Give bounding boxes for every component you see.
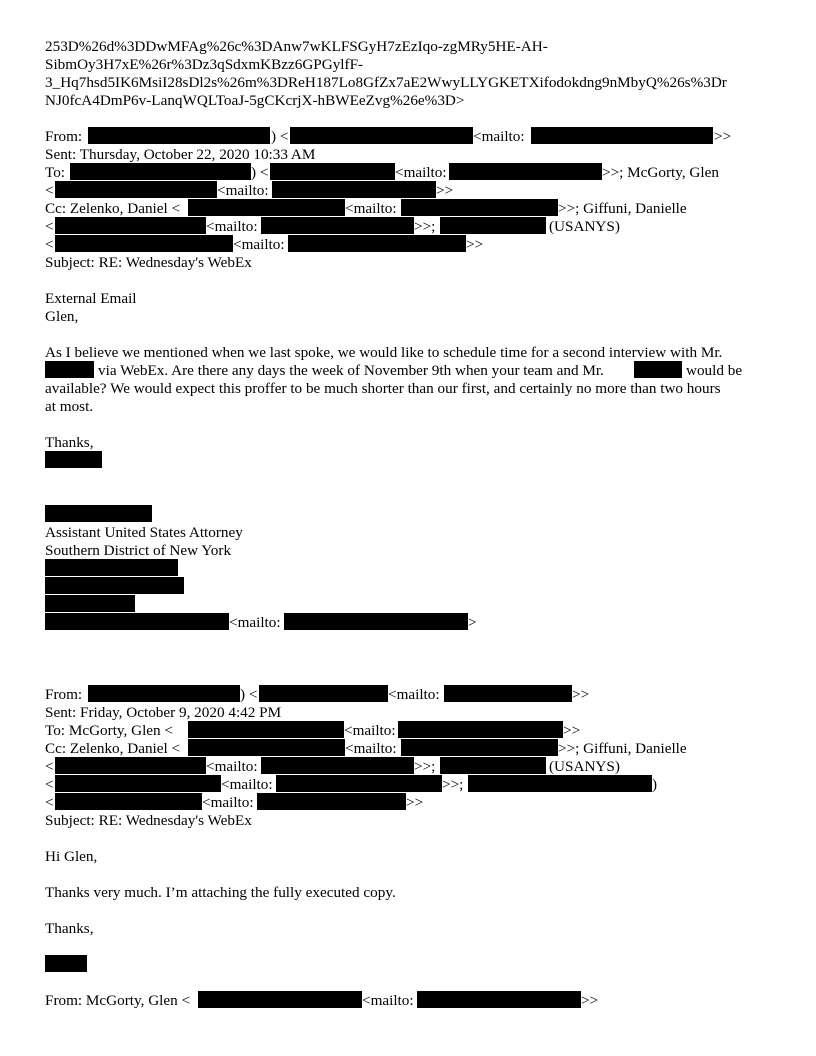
redaction (45, 559, 178, 576)
email1-from-label: From: (45, 128, 83, 145)
url-fragment-line-1: 253D%26d%3DDwMFAg%26c%3DAnw7wKLFSGyH7zEzIqo-zgMRy5HE-AH- (45, 38, 548, 55)
email1-thanks: Thanks, (45, 434, 94, 451)
redaction (440, 757, 546, 774)
email2-cc2-open: < (45, 758, 54, 775)
email2-cc-label: Cc: Zelenko, Daniel < (45, 740, 181, 757)
redaction (55, 235, 233, 252)
email1-sent: Sent: Thursday, October 22, 2020 10:33 AM (45, 146, 316, 163)
redaction (88, 685, 240, 702)
email1-cc2-mailto: <mailto: (206, 218, 258, 235)
email2-from-mailto: <mailto: (388, 686, 440, 703)
redaction (45, 361, 94, 378)
email1-cc3-end: >> (466, 236, 484, 253)
email1-cc2-open: < (45, 218, 54, 235)
redaction (531, 127, 713, 144)
email1-to2-open: < (45, 182, 54, 199)
email1-cc-label: Cc: Zelenko, Daniel < (45, 200, 181, 217)
email1-cc-end: >>; Giffuni, Danielle (558, 200, 687, 217)
email2-cc3-mailto: <mailto: (221, 776, 273, 793)
email2-subject: Subject: RE: Wednesday's WebEx (45, 812, 252, 829)
email3-from-end: >> (581, 992, 599, 1009)
url-fragment-line-3: 3_Hq7hsd5IK6MsiI28sDl2s%26m%3DReH187Lo8GfZx7aE2WwyLLYGKETXifodokdng9nMbyQ%26s%3Dr (45, 74, 727, 91)
email1-external-notice: External Email (45, 290, 137, 307)
url-fragment-line-4: NJ0fcA4DmP6v-LanqWQLToaJ-5gCKcrjX-hBWEeZvg%26e%3D> (45, 92, 465, 109)
redaction (45, 577, 184, 594)
redaction (444, 685, 572, 702)
redaction (468, 775, 652, 792)
email2-body: Thanks very much. I’m attaching the fully executed copy. (45, 884, 396, 901)
email3-from-label: From: McGorty, Glen < (45, 992, 191, 1009)
redaction (55, 775, 221, 792)
email1-from-end: >> (714, 128, 732, 145)
email2-greeting: Hi Glen, (45, 848, 98, 865)
email2-to-label: To: McGorty, Glen < (45, 722, 173, 739)
redaction (45, 613, 229, 630)
signature-mailto: <mailto: (229, 614, 281, 631)
redaction (45, 505, 152, 522)
email2-to-end: >> (563, 722, 581, 739)
email2-cc-mailto: <mailto: (345, 740, 397, 757)
redaction (45, 451, 102, 468)
email1-to-mailto: <mailto: (395, 164, 447, 181)
redaction (70, 163, 251, 180)
redaction (440, 217, 546, 234)
redaction (259, 685, 388, 702)
redaction (634, 361, 682, 378)
email1-body-line-2b: would be (686, 362, 743, 379)
redaction (55, 793, 202, 810)
redaction (55, 181, 217, 198)
redaction (449, 163, 602, 180)
redaction (417, 991, 581, 1008)
url-fragment-line-2: SibmOy3H7xE%26r%3Dz3qSdxmKBzz6GPGylfF- (45, 56, 364, 73)
redaction (55, 757, 206, 774)
email2-cc3-end: ) (652, 776, 658, 793)
email2-sent: Sent: Friday, October 9, 2020 4:42 PM (45, 704, 282, 721)
redaction (261, 217, 414, 234)
redaction (198, 991, 362, 1008)
email1-to-end: >>; McGorty, Glen (602, 164, 719, 181)
redaction (401, 739, 558, 756)
signature-end: > (468, 614, 477, 631)
email1-cc2-sep: >>; (414, 218, 436, 235)
email1-body-line-1: As I believe we mentioned when we last spoke, we would like to schedule time for a second interview with Mr. (45, 344, 723, 361)
email1-to-label: To: (45, 164, 66, 181)
email1-subject: Subject: RE: Wednesday's WebEx (45, 254, 252, 271)
email1-cc-mailto: <mailto: (345, 200, 397, 217)
redaction (188, 739, 345, 756)
email1-to2-mailto: <mailto: (217, 182, 269, 199)
email2-from-label: From: (45, 686, 83, 703)
email2-cc2-end: (USANYS) (549, 758, 620, 775)
redaction (88, 127, 270, 144)
redaction (290, 127, 473, 144)
email2-cc4-open: < (45, 794, 54, 811)
signature-title: Assistant United States Attorney (45, 524, 243, 541)
redaction (257, 793, 406, 810)
email2-cc4-mailto: <mailto: (202, 794, 254, 811)
email1-body-line-2a: via WebEx. Are there any days the week of November 9th when your team and Mr. (98, 362, 604, 379)
email2-thanks: Thanks, (45, 920, 94, 937)
redaction (398, 721, 563, 738)
email2-cc-end: >>; Giffuni, Danielle (558, 740, 687, 757)
email1-from-close: ) < (271, 128, 289, 145)
email1-greeting: Glen, (45, 308, 79, 325)
email1-cc2-end: (USANYS) (549, 218, 620, 235)
email1-from-mailto: <mailto: (473, 128, 525, 145)
redaction (270, 163, 395, 180)
signature-office: Southern District of New York (45, 542, 232, 559)
email2-cc3-open: < (45, 776, 54, 793)
email1-cc3-open: < (45, 236, 54, 253)
email2-cc4-end: >> (406, 794, 424, 811)
redaction (272, 181, 436, 198)
redaction (188, 721, 344, 738)
email1-cc3-mailto: <mailto: (233, 236, 285, 253)
redaction (45, 955, 87, 972)
email2-from-end: >> (572, 686, 590, 703)
redaction (284, 613, 468, 630)
email1-to-close: ) < (251, 164, 269, 181)
email2-cc3-sep: >>; (442, 776, 464, 793)
redaction (45, 595, 135, 612)
email2-cc2-sep: >>; (414, 758, 436, 775)
redaction (276, 775, 442, 792)
email1-to2-end: >> (436, 182, 454, 199)
email2-cc2-mailto: <mailto: (206, 758, 258, 775)
redaction (288, 235, 466, 252)
email1-body-line-4: at most. (45, 398, 94, 415)
email2-from-close: ) < (240, 686, 258, 703)
redaction (188, 199, 345, 216)
redaction (401, 199, 558, 216)
email2-to-mailto: <mailto: (344, 722, 396, 739)
email1-body-line-3: available? We would expect this proffer to be much shorter than our first, and certainly no more than two hours (45, 380, 721, 397)
email3-from-mailto: <mailto: (362, 992, 414, 1009)
redaction (261, 757, 414, 774)
redaction (55, 217, 206, 234)
